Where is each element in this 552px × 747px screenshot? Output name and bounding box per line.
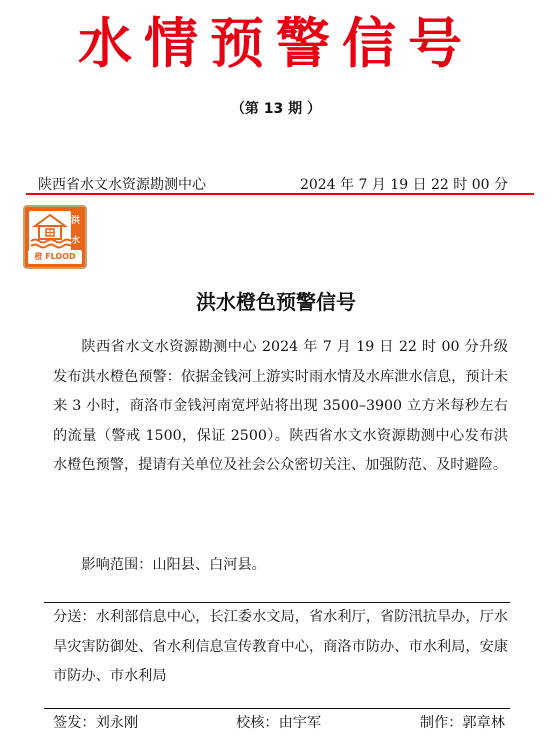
issuer-row — [38, 174, 508, 194]
signed-by: 签发：刘永刚 — [53, 715, 139, 731]
distribution-rule-bottom — [44, 708, 510, 709]
signature-row — [53, 712, 505, 734]
issue-number: （第 13 期 ） — [230, 101, 322, 117]
distribution-list: 分送：水利部信息中心，长江委水文局，省水利厅，省防汛抗旱办，厅水旱灾害防御处、省水利信息宣传教育中心，商洛市防办、市水利局，安康市防办、市水利局 — [53, 609, 508, 684]
made-by: 制作：郭章林 — [419, 715, 505, 731]
badge-side-text: 洪 水 — [70, 216, 80, 246]
notice-heading: 洪水橙色预警信号 — [196, 290, 356, 314]
impact-scope: 影响范围：山阳县、白河县。 — [81, 557, 266, 573]
notice-body — [53, 333, 508, 481]
issuer-name: 陕西省水文水资源勘测中心 — [38, 177, 206, 193]
issue-datetime: 2024 年 7 月 19 日 22 时 00 分 — [299, 177, 508, 193]
checked-by: 校核：由宇军 — [236, 715, 322, 731]
document-title: 水情预警信号 — [78, 11, 474, 75]
flood-orange-warning-icon — [23, 205, 87, 269]
red-divider — [26, 193, 534, 195]
notice-paragraph: 陕西省水文水资源勘测中心 2024 年 7 月 19 日 22 时 00 分升级发布洪水橙色预警：依据金钱河上游实时雨水情及水库泄水信息，预计未来 3 小时，商洛市金钱河南宽坪站将出现 3500–3900 立方米每秒左右的流量（警戒 1500，保证 2500）。陕西省水文水资源勘测中心发布洪水橙色预警，提请有关单位及社会公众密切关注、加强防范、及时避险。 — [53, 339, 508, 473]
house-flood-icon — [29, 211, 71, 251]
badge-label: 橙 FLOOD — [28, 250, 82, 264]
